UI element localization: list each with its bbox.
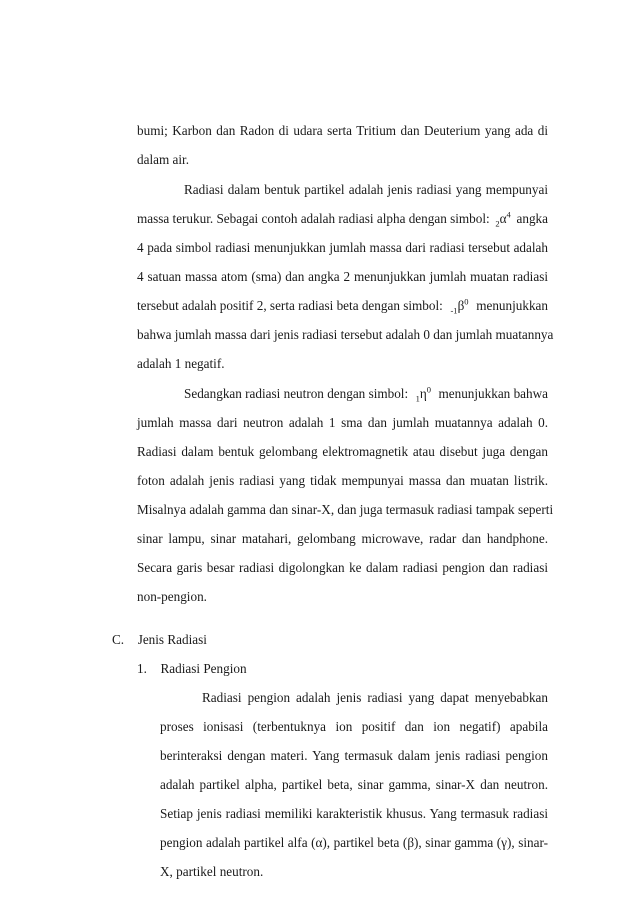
text-line: bahwa jumlah massa dari jenis radiasi tersebut adalah 0 dan jumlah muatannya: [137, 327, 554, 342]
text-segment: angka: [516, 211, 548, 226]
subsection-number: 1.: [137, 661, 147, 676]
alpha-symbol: $_2\alpha^4$: [495, 209, 511, 229]
text-line: Radiasi dalam bentuk gelombang elektromagnetik atau disebut juga dengan: [137, 444, 548, 459]
section-number: C.: [112, 632, 125, 647]
text-line: bumi; Karbon dan Radon di udara serta Tritium dan Deuterium yang ada di: [137, 123, 548, 138]
text-line: dalam air.: [137, 152, 189, 167]
beta-symbol: $_{-1}\beta^0$: [450, 296, 469, 316]
text-line: Radiasi pengion adalah jenis radiasi yang dapat menyebabkan: [202, 690, 548, 705]
subsection-heading: [137, 661, 247, 677]
text-line: proses ionisasi (terbentuknya ion positif dan ion negatif) apabila: [160, 719, 548, 734]
text-line-formula: [137, 298, 548, 314]
subsection-title: Radiasi Pengion: [160, 661, 247, 676]
text-line: Misalnya adalah gamma dan sinar-X, dan juga termasuk radiasi tampak seperti: [137, 502, 554, 517]
text-line: pengion adalah partikel alfa (α), partikel beta (β), sinar gamma (γ), sinar-: [160, 835, 548, 850]
text-line: sinar lampu, sinar matahari, gelombang microwave, radar dan handphone.: [137, 531, 548, 546]
text-line: berinteraksi dengan materi. Yang termasuk dalam jenis radiasi pengion: [160, 748, 548, 763]
text-line: adalah 1 negatif.: [137, 356, 225, 371]
text-line: 4 pada simbol radiasi menunjukkan jumlah massa dari radiasi tersebut adalah: [137, 240, 548, 255]
text-line: Radiasi dalam bentuk partikel adalah jenis radiasi yang mempunyai: [184, 182, 548, 197]
neutron-symbol: $_1\eta^0$: [415, 384, 432, 404]
text-segment: massa terukur. Sebagai contoh adalah radiasi alpha dengan simbol:: [137, 211, 490, 226]
text-segment: menunjukkan bahwa: [438, 386, 548, 401]
text-line: X, partikel neutron.: [160, 864, 264, 879]
text-segment: Sedangkan radiasi neutron dengan simbol:: [184, 386, 409, 401]
text-line: Secara garis besar radiasi digolongkan ke dalam radiasi pengion dan radiasi: [137, 560, 548, 575]
text-line: Setiap jenis radiasi memiliki karakteristik khusus. Yang termasuk radiasi: [160, 806, 548, 821]
text-line-formula: [137, 211, 548, 227]
text-line: non-pengion.: [137, 589, 207, 604]
text-line-formula: [184, 386, 548, 402]
section-heading: [112, 632, 207, 648]
text-line: foton adalah jenis radiasi yang tidak mempunyai massa dan muatan listrik.: [137, 473, 548, 488]
text-segment: menunjukkan: [476, 298, 548, 313]
text-segment: tersebut adalah positif 2, serta radiasi beta dengan simbol:: [137, 298, 443, 313]
text-line: jumlah massa dari neutron adalah 1 sma dan jumlah muatannya adalah 0.: [137, 415, 548, 430]
text-line: adalah partikel alpha, partikel beta, sinar gamma, sinar-X dan neutron.: [160, 777, 548, 792]
section-title: Jenis Radiasi: [137, 632, 207, 647]
text-line: 4 satuan massa atom (sma) dan angka 2 menunjukkan jumlah muatan radiasi: [137, 269, 548, 284]
